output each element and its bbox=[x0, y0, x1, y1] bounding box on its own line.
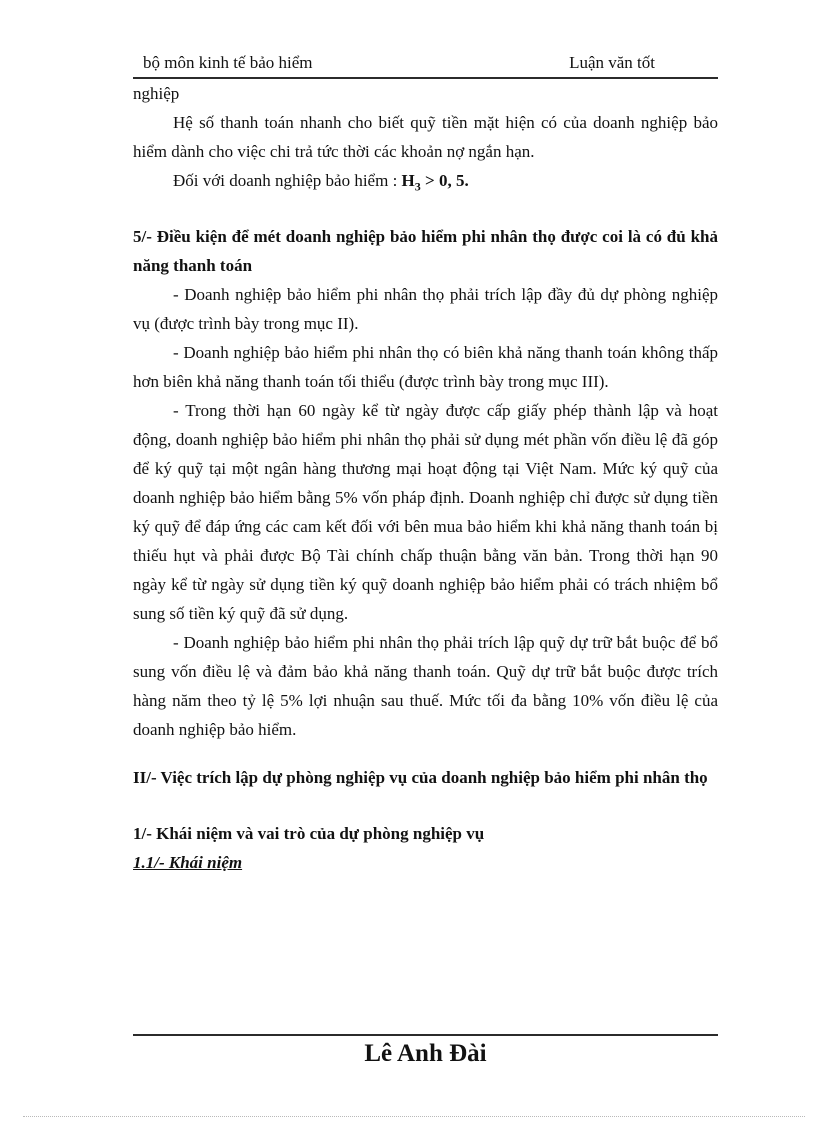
page-header bbox=[133, 50, 718, 79]
page-footer bbox=[133, 1034, 718, 1070]
bullet-deposit: - Trong thời hạn 60 ngày kể từ ngày được cấp giấy phép thành lập và hoạt động, doanh nghiệp bảo hiểm phi nhân thọ phải sử dụng mét phần vốn điều lệ đã góp để ký quỹ tại một ngân hàng thương mại hoạt động tại Việt Nam. Mức ký quỹ của doanh nghiệp bảo hiểm bằng 5% vốn pháp định. Doanh nghiệp chỉ được sử dụng tiền ký quỹ để đáp ứng các cam kết đối với bên mua bảo hiểm khi khả năng thanh toán bị thiếu hụt và phải được Bộ Tài chính chấp thuận bằng văn bản. Trong thời hạn 90 ngày kể từ ngày sử dụng tiền ký quỹ doanh nghiệp bảo hiểm phải có trách nhiệm bổ sung số tiền ký quỹ đã sử dụng. bbox=[133, 401, 718, 623]
formula-comparison: > 0, 5. bbox=[420, 171, 469, 190]
heading-section-ii: II/- Việc trích lập dự phòng nghiệp vụ của doanh nghiệp bảo hiểm phi nhân thọ bbox=[133, 768, 708, 787]
heading-1-1: 1.1/- Khái niệm bbox=[133, 853, 243, 872]
heading-1: 1/- Khái niệm và vai trò của dự phòng nghiệp vụ bbox=[133, 824, 485, 843]
page-body bbox=[133, 0, 718, 877]
header-thesis-text: Luận văn tốt bbox=[569, 53, 655, 72]
condition-intro-text: Đối với doanh nghiệp bảo hiểm : bbox=[173, 171, 402, 190]
paragraph-condition bbox=[133, 166, 718, 195]
author-name: Lê Anh Đài bbox=[364, 1040, 487, 1067]
header-wrap-text: nghiệp bbox=[133, 84, 180, 103]
bullet-solvency-margin: - Doanh nghiệp bảo hiểm phi nhân thọ có biên khả năng thanh toán không thấp hơn biên khả năng thanh toán tối thiểu (được trình bày trong mục III). bbox=[133, 343, 718, 391]
paragraph-quick-ratio: Hệ số thanh toán nhanh cho biết quỹ tiền mặt hiện có của doanh nghiệp bảo hiểm dành cho việc chi trả tức thời các khoản nợ ngắn hạn. bbox=[133, 113, 718, 161]
formula-base: H bbox=[401, 171, 415, 190]
header-department-text: bộ môn kinh tế bảo hiểm bbox=[143, 53, 313, 72]
page-bottom-edge bbox=[23, 1116, 805, 1117]
heading-section-5: 5/- Điều kiện để mét doanh nghiệp bảo hiểm phi nhân thọ được coi là có đủ khả năng thanh toán bbox=[133, 227, 718, 275]
bullet-compulsory-fund: - Doanh nghiệp bảo hiểm phi nhân thọ phải trích lập quỹ dự trữ bắt buộc để bổ sung vốn điều lệ và đảm bảo khả năng thanh toán. Quỹ dự trữ bắt buộc được trích hàng năm theo tỷ lệ 5% lợi nhuận sau thuế. Mức tối đa bằng 10% vốn điều lệ của doanh nghiệp bảo hiểm. bbox=[133, 633, 718, 739]
formula-h3 bbox=[401, 171, 469, 194]
formula-subscript: 3 bbox=[414, 179, 421, 194]
bullet-reserves: - Doanh nghiệp bảo hiểm phi nhân thọ phải trích lập đầy đủ dự phòng nghiệp vụ (được trình bày trong mục II). bbox=[133, 285, 718, 333]
